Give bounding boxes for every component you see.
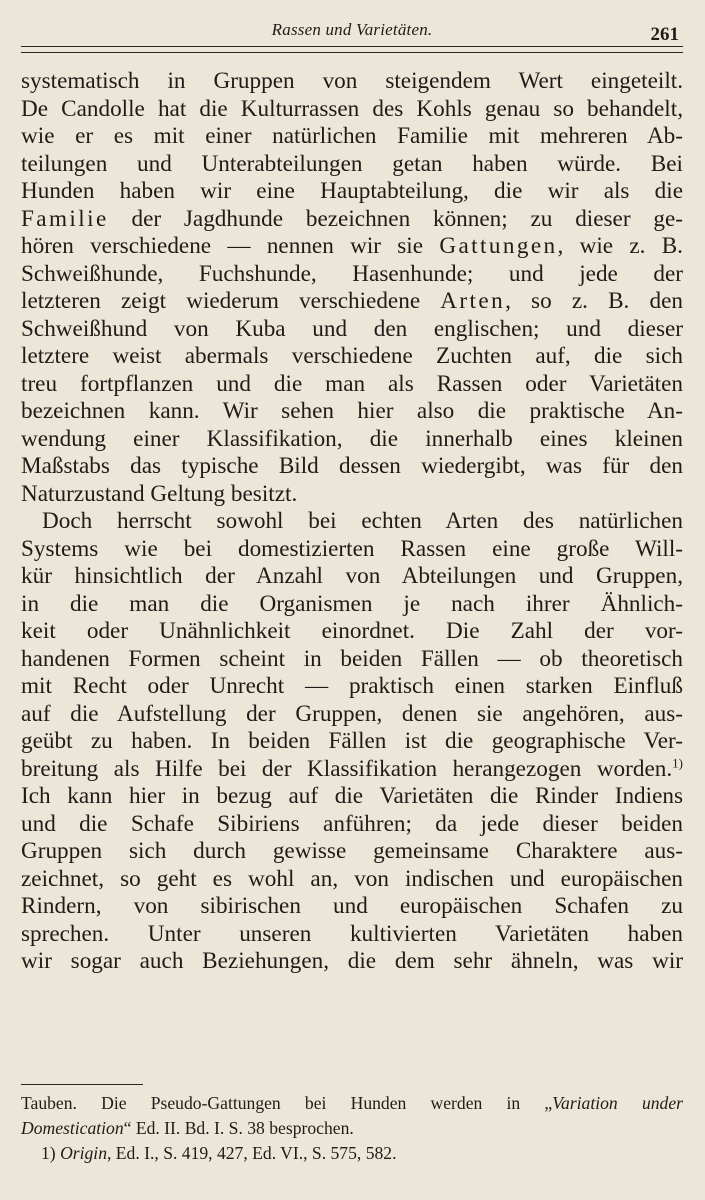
text-span: letzteren zeigt wiederum verschiedene [21, 288, 441, 314]
running-head [21, 0, 683, 44]
text-span: , wie z. B. [557, 233, 683, 259]
text-line: systematisch in Gruppen von steigendem Wert eingeteilt. [21, 68, 683, 94]
paragraph-1 [21, 68, 683, 508]
text-line: Hunden haben wir eine Hauptabteilung, die wir als die [21, 178, 683, 204]
text-span: , so z. B. den [505, 288, 683, 314]
italic-title: Origin [60, 1143, 107, 1163]
text-line: bezeichnen kann. Wir sehen hier also die praktische An- [21, 398, 683, 424]
text-span: breitung als Hilfe bei der Klassifikation herangezogen worden. [21, 755, 673, 782]
footnotes [21, 1084, 683, 1166]
text-line: sprechen. Unter unseren kultivierten Varietäten haben [21, 920, 683, 947]
italic-title: Variation under [552, 1093, 683, 1113]
text-line: treu fortpflanzen und die man als Rassen oder Varietäten [21, 370, 683, 397]
text-line [21, 288, 683, 316]
spaced-term-familie: Familie [21, 205, 109, 232]
text-line: De Candolle hat die Kulturrassen des Kohls genau so behandelt, [21, 95, 683, 122]
text-span: der Jagdhunde bezeichnen können; zu dieser ge- [108, 205, 683, 232]
footnote-line [21, 1091, 683, 1116]
footnote-line [21, 1116, 683, 1141]
text-line: letztere weist abermals verschiedene Zuchten auf, die sich [21, 343, 683, 369]
text-line: und die Schafe Sibiriens anführen; da jede dieser beiden [21, 810, 683, 837]
footnote-reference: 1) [672, 754, 683, 770]
text-line: geübt zu haben. In beiden Fällen ist die geographische Ver- [21, 728, 683, 754]
text-line: in die man die Organismen je nach ihrer Ähnlich- [21, 590, 683, 617]
spaced-term-arten: Arten [440, 288, 506, 314]
text-line: wendung einer Klassifikation, die innerhalb eines kleinen [21, 425, 683, 452]
paragraph-2 [21, 508, 683, 976]
text-span: “ Ed. II. Bd. I. S. 38 besprochen. [123, 1118, 354, 1138]
italic-title: Domestication [21, 1118, 124, 1138]
text-line: Systems wie bei domestizierten Rassen eine große Will- [21, 535, 683, 562]
body-text [21, 68, 683, 976]
footnote-rule [21, 1084, 143, 1085]
running-head-title: Rassen und Varietäten. [271, 20, 433, 39]
text-line: Maßstabs das typische Bild dessen wiedergibt, was für den [21, 453, 683, 479]
text-line: kür hinsichtlich der Anzahl von Abteilungen und Gruppen, [21, 563, 683, 589]
text-line: handenen Formen scheint in beiden Fällen — ob theoretisch [21, 645, 683, 672]
text-line: mit Recht oder Unrecht — praktisch einen starken Einfluß [21, 673, 683, 699]
text-line: Doch herrscht sowohl bei echten Arten des natürlichen [42, 508, 683, 534]
footnote-marker: 1) [41, 1143, 56, 1163]
text-span: Tauben. Die Pseudo-Gattungen bei Hunden werden in „ [21, 1093, 553, 1113]
header-double-rule [21, 46, 683, 53]
text-line: Schweißhund von Kuba und den englischen; und dieser [21, 315, 683, 342]
text-span: hören verschiedene — nennen wir sie [21, 233, 440, 259]
text-line: Ich kann hier in bezug auf die Varietäten die Rinder Indiens [21, 783, 683, 809]
text-line: Rindern, von sibirischen und europäischen Schafen zu [21, 893, 683, 919]
text-line [21, 206, 683, 234]
text-line: Naturzustand Geltung besitzt. [21, 480, 298, 507]
text-line: auf die Aufstellung der Gruppen, denen sie angehören, aus- [21, 700, 683, 727]
footnote-1 [21, 1141, 683, 1166]
text-line: Gruppen sich durch gewisse gemeinsame Charaktere aus- [21, 838, 683, 864]
text-line: wir sogar auch Beziehungen, die dem sehr ähneln, was wir [21, 948, 683, 974]
text-line [21, 756, 683, 784]
text-span: , Ed. I., S. 419, 427, Ed. VI., S. 575, 582. [107, 1143, 397, 1163]
text-line: Schweißhunde, Fuchshunde, Hasenhunde; und jede der [21, 260, 683, 287]
text-line: keit oder Unähnlichkeit einordnet. Die Zahl der vor- [21, 618, 683, 644]
page-number: 261 [650, 24, 679, 45]
text-line [21, 233, 683, 261]
text-line: teilungen und Unterabteilungen getan haben würde. Bei [21, 150, 683, 177]
text-line: wie er es mit einer natürlichen Familie mit mehreren Ab- [21, 123, 683, 149]
spaced-term-gattungen: Gattungen [439, 233, 558, 259]
text-line: zeichnet, so geht es wohl an, von indischen und europäischen [21, 865, 683, 892]
